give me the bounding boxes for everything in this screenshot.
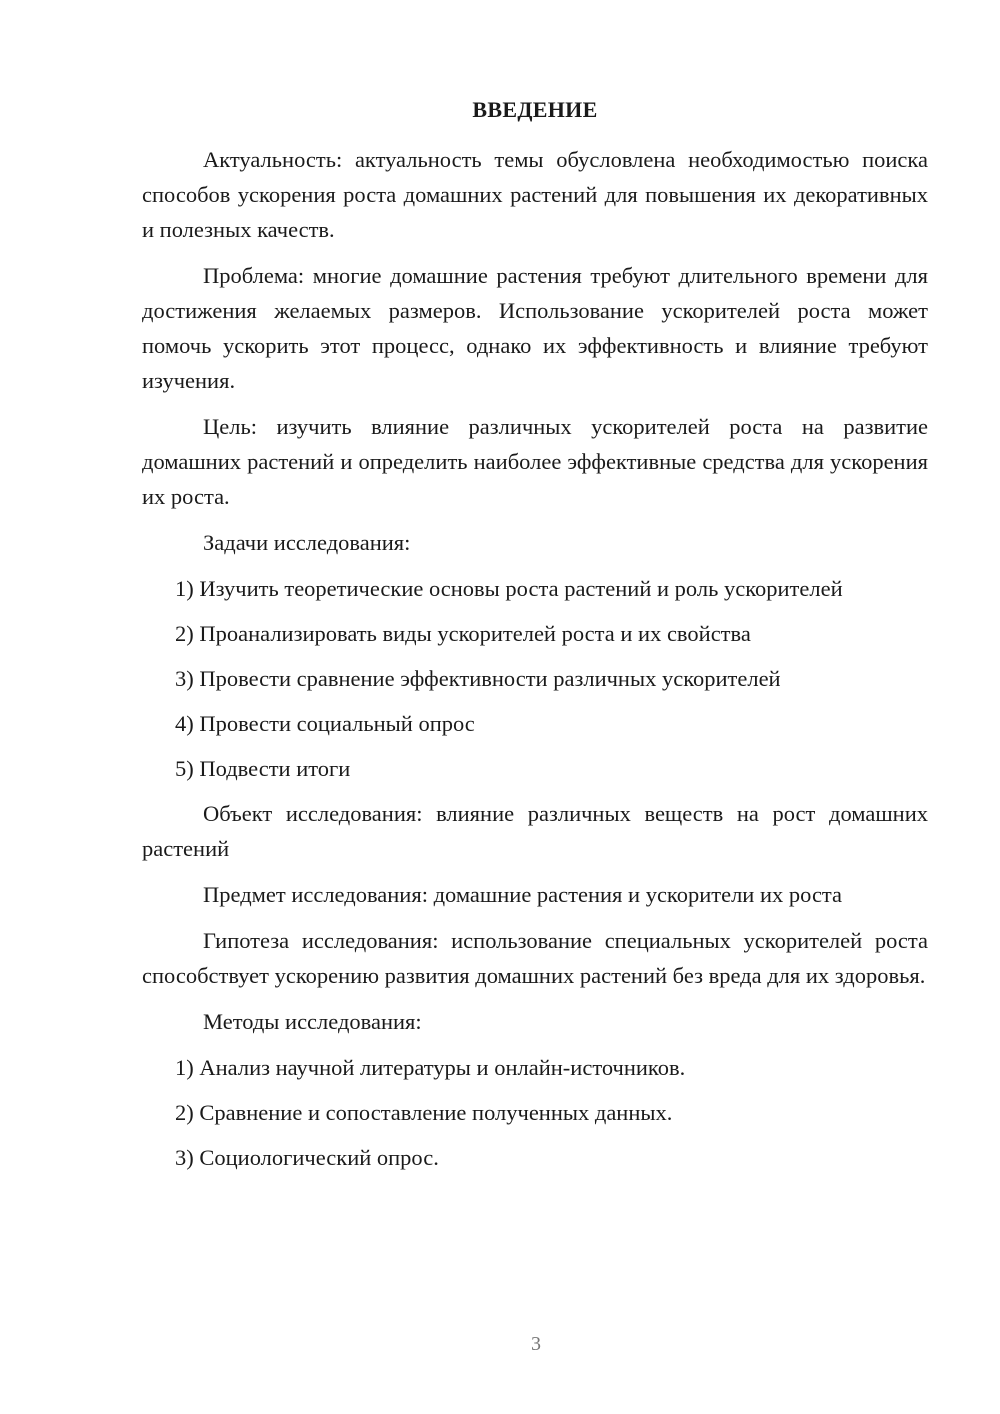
task-item: 2) Проанализировать виды ускорителей роста и их свойства — [175, 621, 751, 646]
method-item: 1) Анализ научной литературы и онлайн-источников. — [175, 1055, 686, 1080]
method-item: 2) Сравнение и сопоставление полученных данных. — [175, 1100, 673, 1125]
method-item: 3) Социологический опрос. — [175, 1145, 439, 1170]
subject-paragraph: Предмет исследования: домашние растения и ускорители их роста — [203, 882, 843, 907]
task-item: 3) Провести сравнение эффективности различных ускорителей — [175, 666, 781, 691]
methods-list — [142, 1050, 928, 1175]
methods-heading: Методы исследования: — [203, 1009, 422, 1034]
relevance-paragraph: Актуальность: актуальность темы обусловлена необходимостью поиска способов ускорения роста домашних растений для повышения их декоративных и полезных качеств. — [142, 147, 928, 242]
task-item: 4) Провести социальный опрос — [175, 711, 475, 736]
section-title: ВВЕДЕНИЕ — [472, 97, 598, 122]
tasks-list — [142, 571, 928, 786]
task-item: 1) Изучить теоретические основы роста растений и роль ускорителей — [175, 576, 843, 601]
hypothesis-paragraph: Гипотеза исследования: использование специальных ускорителей роста способствует ускорению развития домашних растений без вреда для их здоровья. — [142, 928, 928, 988]
object-paragraph: Объект исследования: влияние различных веществ на рост домашних растений — [142, 801, 928, 861]
problem-paragraph: Проблема: многие домашние растения требуют длительного времени для достижения желаемых размеров. Использование ускорителей роста может помочь ускорить этот процесс, однако их эффективность и влияние требуют изучения. — [142, 263, 928, 393]
document-page — [142, 96, 928, 1185]
goal-paragraph: Цель: изучить влияние различных ускорителей роста на развитие домашних растений и определить наиболее эффективные средства для ускорения их роста. — [142, 414, 928, 509]
page-number: 3 — [531, 1333, 541, 1355]
tasks-heading: Задачи исследования: — [203, 530, 411, 555]
task-item: 5) Подвести итоги — [175, 756, 351, 781]
